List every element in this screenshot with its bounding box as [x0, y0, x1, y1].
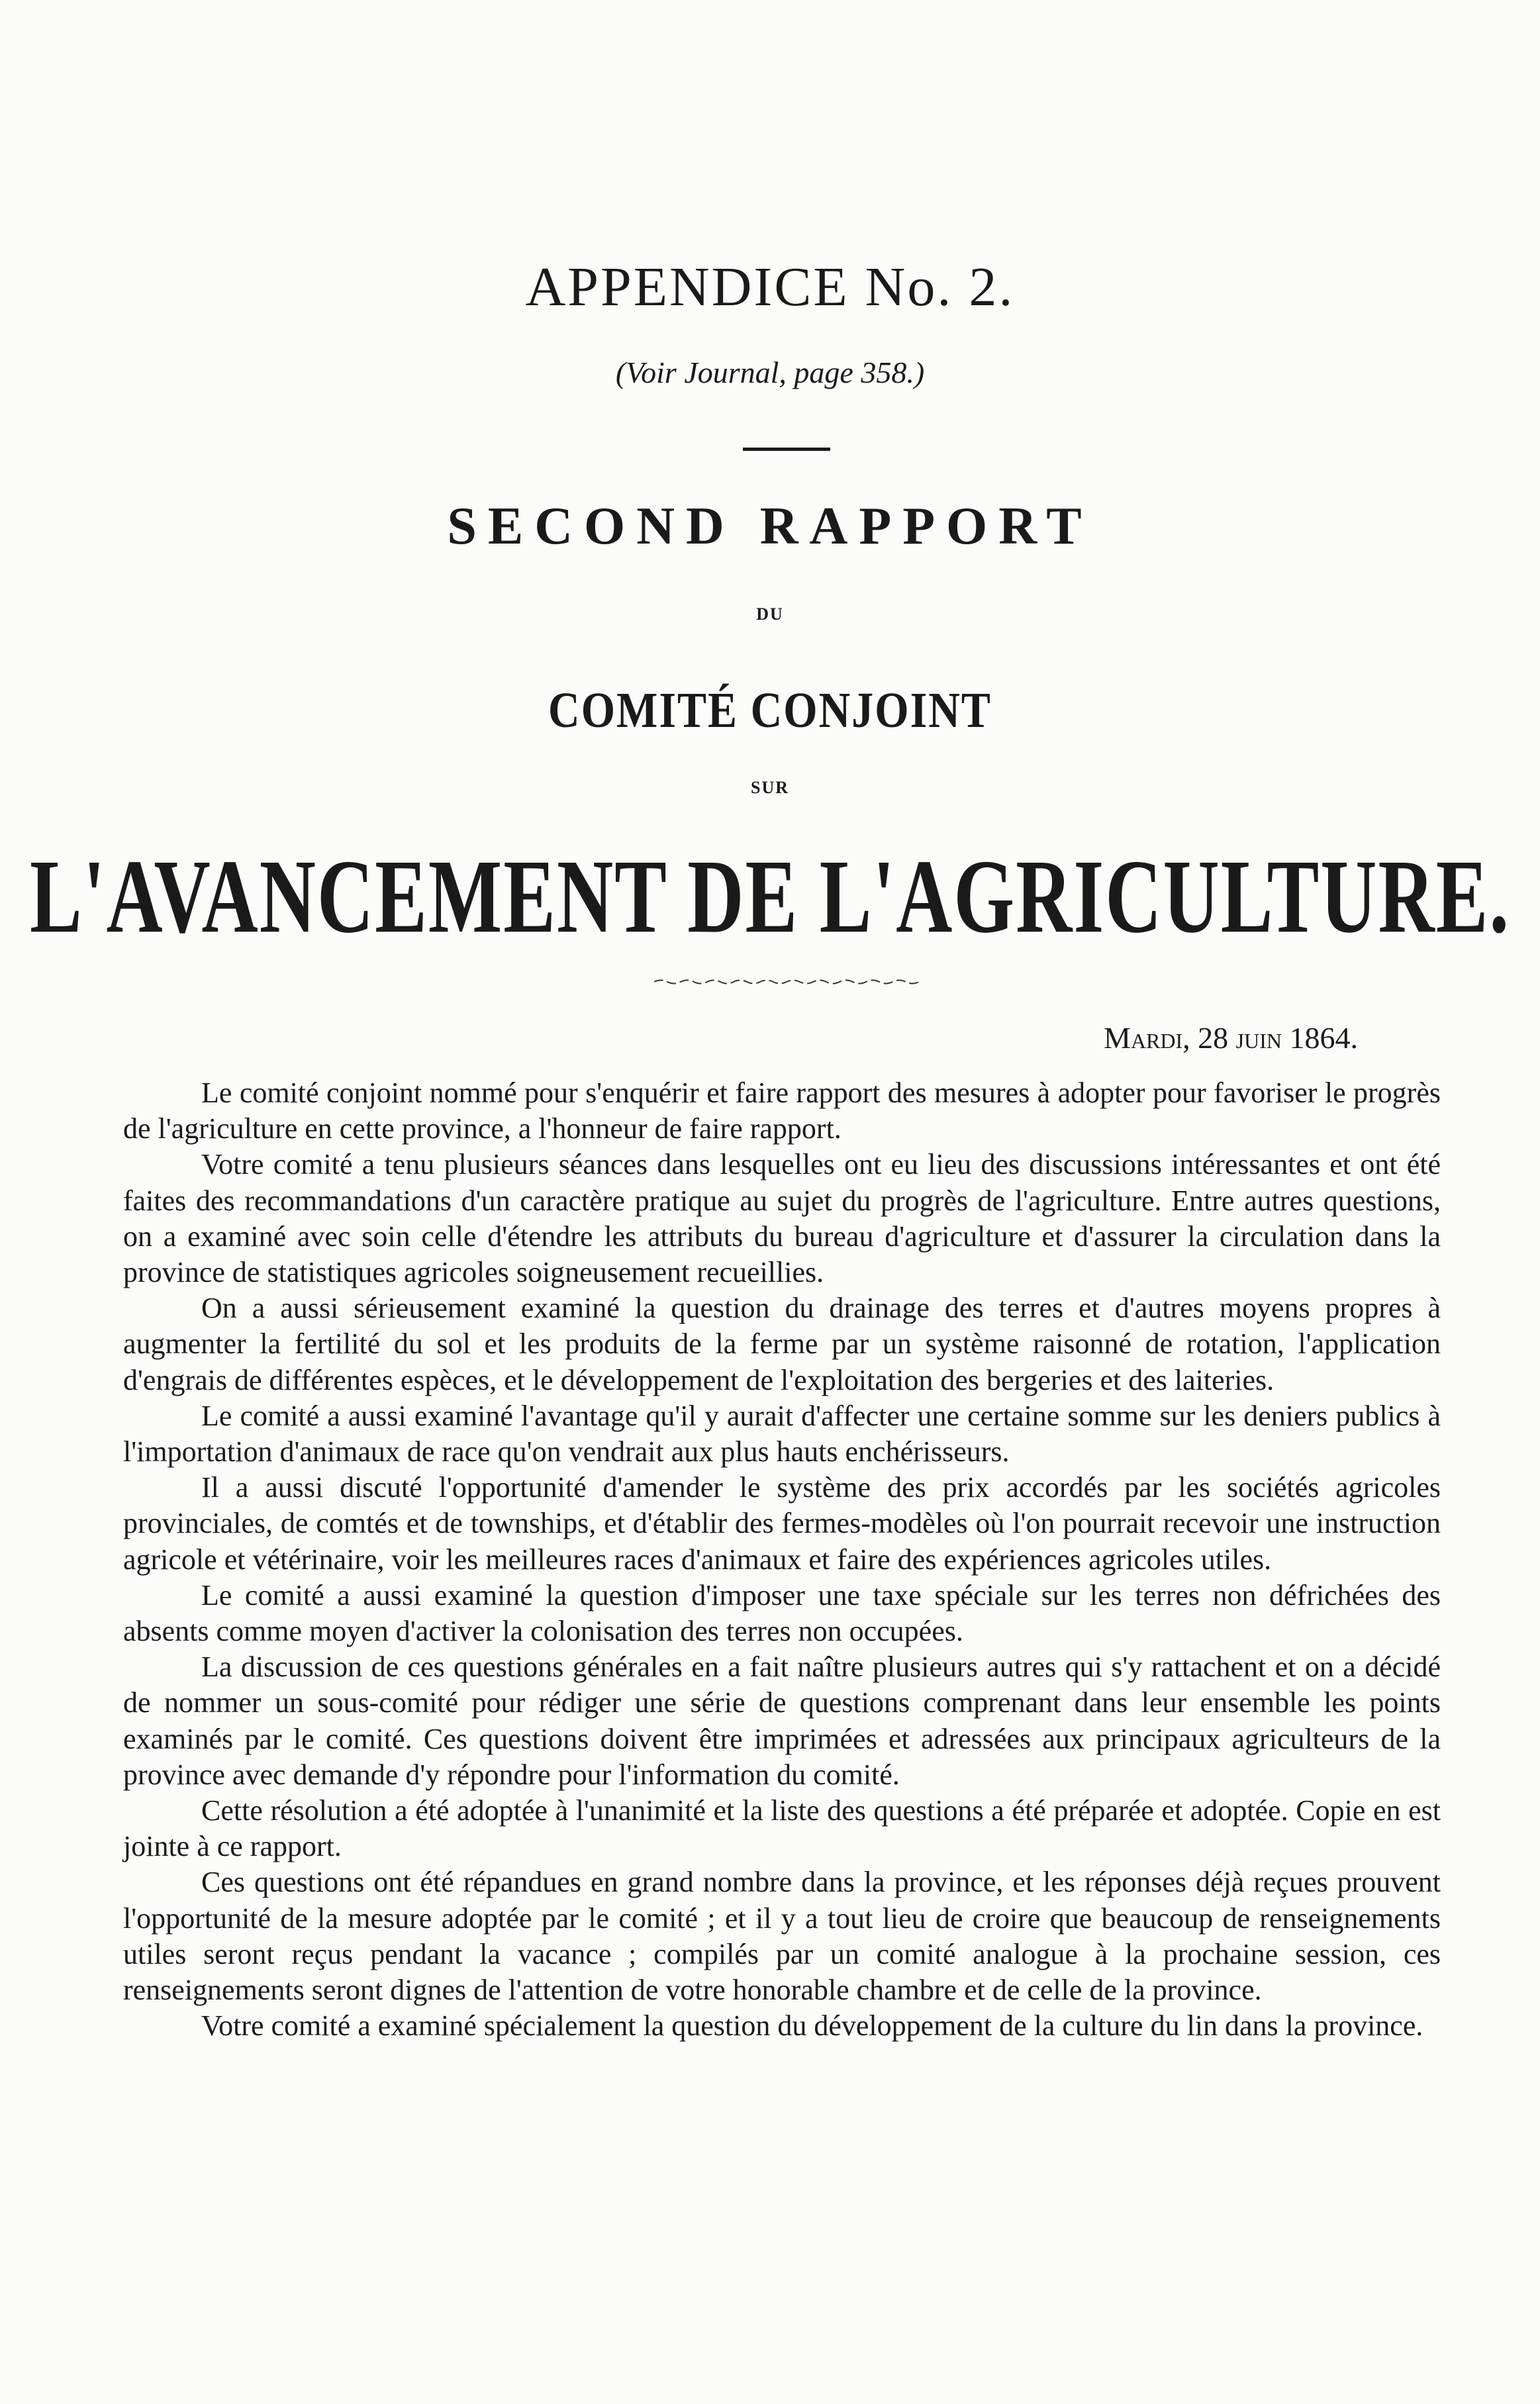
date-line: Mardi, 28 juin 1864. — [1104, 1021, 1358, 1055]
sur-connector: SUR — [750, 778, 789, 797]
paragraph: La discussion de ces questions générales en a fait naître plusieurs autres qui s'y rattachent et on a décidé de nommer un sous-comité pour rédiger une série de questions comprenant dans leur ensemble les points examinés par le comité. Ces questions doivent être imprimées et adressées aux principaux agriculteurs de la province avec demande d'y répondre pour l'information du comité. — [123, 1651, 1441, 1791]
short-rule-divider — [743, 448, 830, 451]
appendix-heading: APPENDICE No. 2. — [525, 256, 1015, 318]
paragraph: Le comité a aussi examiné l'avantage qu'il y aurait d'affecter une certaine somme sur les deniers publics à l'importation d'animaux de race qu'on vendrait aux plus hauts enchérisseurs. — [123, 1399, 1441, 1468]
committee-title: COMITÉ CONJOINT — [548, 683, 992, 739]
paragraph: Le comité conjoint nommé pour s'enquérir et faire rapport des mesures à adopter pour favoriser le progrès de l'agriculture en cette province, a l'honneur de faire rapport. — [123, 1077, 1441, 1145]
paragraph: Le comité a aussi examiné la question d'imposer une taxe spéciale sur les terres non défrichées des absents comme moyen d'activer la colonisation des terres non occupées. — [123, 1578, 1441, 1648]
paragraph: Il a aussi discuté l'opportunité d'amender le système des prix accordés par les sociétés agricoles provinciales, de comtés et de townships, et d'établir des fermes-modèles où l'on pourrait recevoir une instruction agricole et vétérinaire, voir les meilleures races d'animaux et faire des expériences agricoles utiles. — [123, 1471, 1441, 1576]
paragraph: Cette résolution a été adoptée à l'unanimité et la liste des questions a été préparée et adoptée. Copie en est jointe à ce rapport. — [123, 1794, 1441, 1863]
paragraph: Votre comité a tenu plusieurs séances dans lesquelles ont eu lieu des discussions intéressantes et ont été faites des recommandations d'un caractère pratique au sujet du progrès de l'agriculture. Entre autres questions, on a examiné avec soin celle d'étendre les attributs du bureau d'agriculture et d'assurer la circulation dans la province de statistiques agricoles soigneusement recueillies. — [123, 1148, 1441, 1289]
paragraph: On a aussi sérieusement examiné la question du drainage des terres et d'autres moyens propres à augmenter la fertilité du sol et les produits de la ferme par un système raisonné de rotation, l'application d'engrais de différentes espèces, et le développement de l'exploitation des bergeries et des laiteries. — [123, 1292, 1441, 1396]
report-title: SECOND RAPPORT — [447, 497, 1093, 555]
journal-reference: (Voir Journal, page 358.) — [615, 356, 925, 389]
subject-title: L'AVANCEMENT DE L'AGRICULTURE. — [30, 838, 1510, 955]
wavy-rule-divider — [654, 979, 919, 985]
paragraph: Votre comité a examiné spécialement la question du développement de la culture du lin dans la province. — [201, 2009, 1423, 2043]
du-connector: DU — [756, 604, 784, 624]
paragraph: Ces questions ont été répandues en grand nombre dans la province, et les réponses déjà reçues prouvent l'opportunité de la mesure adoptée par le comité ; et il y a tout lieu de croire que beaucoup de renseignements utiles seront reçus pendant la vacance ; compilés par un comité analogue à la prochaine session, ces renseignements seront dignes de l'attention de votre honorable chambre et de celle de la province. — [123, 1866, 1441, 2007]
report-body — [123, 1075, 1441, 2044]
